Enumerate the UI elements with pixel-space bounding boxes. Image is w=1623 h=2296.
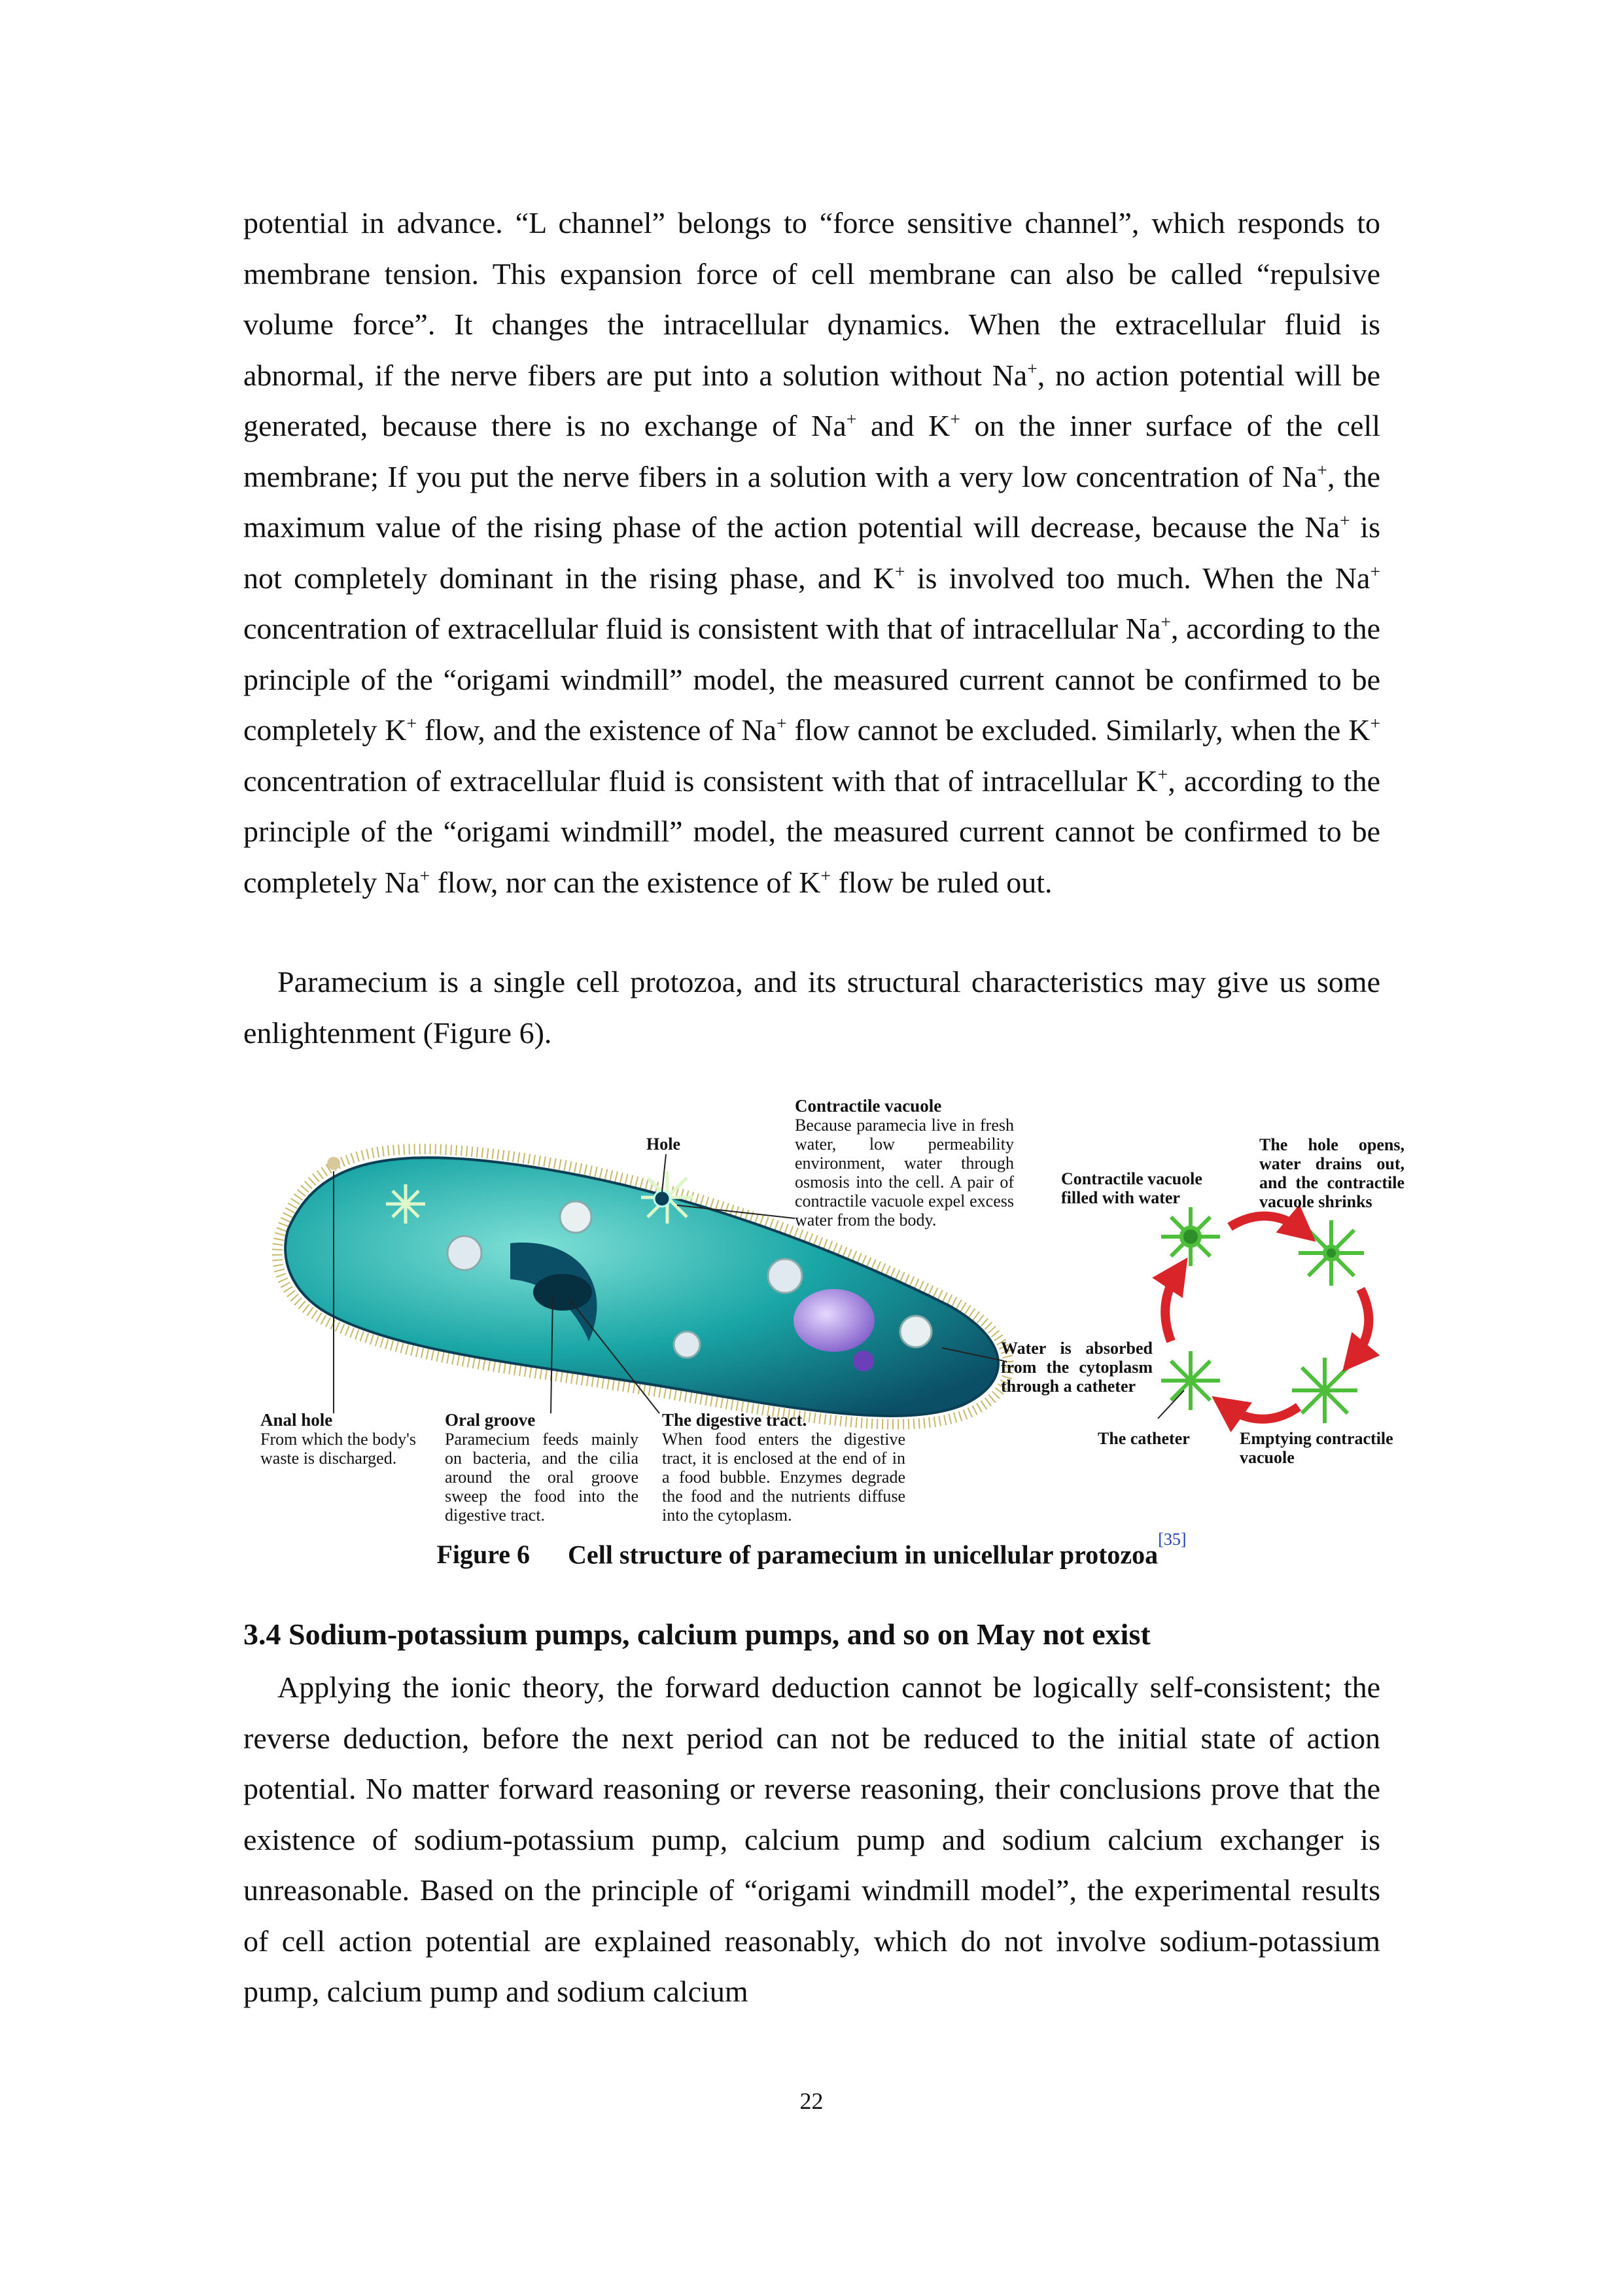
label-oral-groove-title: Oral groove <box>445 1410 536 1430</box>
micronucleus <box>853 1351 874 1371</box>
catheter-leader <box>1158 1390 1184 1419</box>
food-vacuole <box>768 1259 802 1293</box>
label-emptying: Emptying contractile vacuole <box>1240 1429 1393 1467</box>
food-vacuole <box>560 1201 591 1233</box>
label-vacuole-filled: Contractile vacuole filled with water <box>1061 1169 1202 1207</box>
label-catheter: The catheter <box>1098 1429 1190 1448</box>
label-digestive-tract-title: The digestive tract. <box>662 1410 807 1430</box>
label-hole: Hole <box>646 1135 680 1154</box>
vacuole-cycle-diagram <box>1158 1207 1369 1423</box>
vacuole-absorbing <box>1161 1351 1220 1410</box>
vacuole-shrinking <box>1299 1220 1364 1286</box>
label-anal-hole-title: Anal hole <box>260 1410 333 1430</box>
oral-groove-opening <box>533 1274 592 1311</box>
label-contractile-vacuole-text: Because paramecia live in fresh water, low permeability environment, water through osmosis into the cell. A pair of contractile vacuole expel excess water from the body. <box>795 1116 1014 1229</box>
paragraph-pumps: Applying the ionic theory, the forward deduction cannot be logically self-consistent; the reverse deduction, before the next period can not be reduced to the initial state of action potential. No matter forward reasoning or reverse reasoning, their conclusions prove that the existence of sodium-potassium pump, calcium pump and sodium calcium exchanger is unreasonable. Based on the principle of “origami windmill model”, the experimental results of cell action potential are explained reasonably, which do not involve sodium-potassium pump, calcium pump and sodium calcium <box>243 1670 1380 2008</box>
food-vacuole <box>900 1316 932 1347</box>
vacuole-emptying <box>1292 1358 1357 1423</box>
label-water-absorbed: Water is absorbed from the cytoplasm through a catheter <box>1001 1339 1153 1396</box>
macronucleus <box>794 1289 875 1352</box>
label-anal-hole <box>260 1411 429 1468</box>
page-number: 22 <box>799 2088 824 2114</box>
label-digestive-tract-text: When food enters the digestive tract, it is enclosed at the end of in a food bubble. Enzymes degrade the food and the nutrients diffuse into the cytoplasm. <box>662 1430 905 1525</box>
food-vacuole <box>447 1236 481 1270</box>
figure-caption-number: Figure 6 <box>436 1540 531 1570</box>
hole-marker <box>654 1191 670 1207</box>
paragraph-paramecium-intro: Paramecium is a single cell protozoa, and its structural characteristics may give us some enlightenment (Figure 6). <box>243 965 1380 1050</box>
vacuole-filled <box>1161 1207 1220 1266</box>
label-anal-hole-text: From which the body's waste is discharged. <box>260 1430 416 1468</box>
figure-caption <box>0 1530 1623 1570</box>
label-hole-opens: The hole opens, water drains out, and the contractile vacuole shrinks <box>1259 1135 1405 1211</box>
label-digestive-tract <box>662 1411 905 1525</box>
paragraph-ionic-channels: potential in advance. “L channel” belongs to “force sensitive channel”, which responds to membrane tension. This expansion force of cell membrane can also be called “repulsive volume force”. It changes the intracellular dynamics. When the extracellular fluid is abnormal, if the nerve fibers are put into a solution without Na+, no action potential will be generated, because there is no exchange of Na+ and K+ on the inner surface of the cell membrane; If you put the nerve fibers in a solution with a very low concentration of Na+, the maximum value of the rising phase of the action potential will decrease, because the Na+ is not completely dominant in the rising phase, and K+ is involved too much. When the Na+ concentration of extracellular fluid is consistent with that of intracellular Na+, according to the principle of the “origami windmill” model, the measured current cannot be confirmed to be completely K+ flow, and the existence of Na+ flow cannot be excluded. Similarly, when the K+ concentration of extracellular fluid is consistent with that of intracellular K+, according to the principle of the “origami windmill” model, the measured current cannot be confirmed to be completely Na+ flow, nor can the existence of K+ flow be ruled out. <box>243 206 1381 899</box>
section-heading: 3.4 Sodium-potassium pumps, calcium pumps, and so on May not exist <box>243 1617 1151 1651</box>
label-oral-groove <box>445 1411 638 1525</box>
food-vacuole <box>674 1332 700 1358</box>
label-oral-groove-text: Paramecium feeds mainly on bacteria, and the cilia around the oral groove sweep the food into the digestive tract. <box>445 1430 638 1525</box>
figure-caption-text: Cell structure of paramecium in unicellular protozoa <box>568 1540 1159 1570</box>
label-contractile-vacuole <box>795 1097 1014 1229</box>
anal-hole-marker <box>327 1157 340 1170</box>
citation-link[interactable]: [35] <box>1158 1530 1187 1549</box>
label-contractile-vacuole-title: Contractile vacuole <box>795 1096 942 1116</box>
